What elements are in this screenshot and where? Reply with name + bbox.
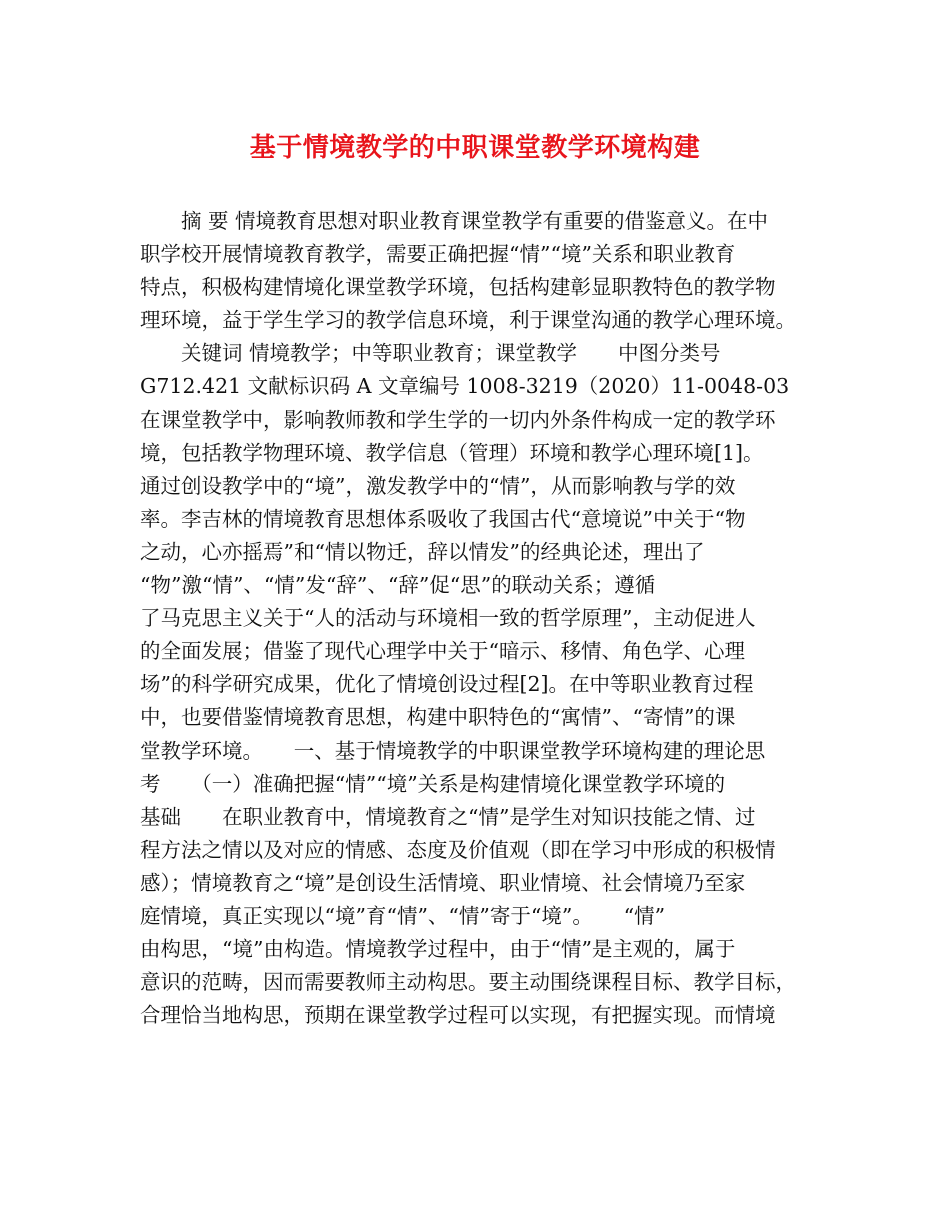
body-line: “物”激“情”、“情”发“辞”、“辞”促“思”的联动关系；遵循 <box>140 573 656 598</box>
body-line: 之动，心亦摇焉”和“情以物迁，辞以情发”的经典论述，理出了 <box>140 539 705 564</box>
body-line: 境，包括教学物理环境、教学信息（管理）环境和教学心理环境[1]。 <box>140 440 764 465</box>
body-line: 意识的范畴，因而需要教师主动构思。要主动围绕课程目标、教学目标， <box>140 970 796 995</box>
document-title: 基于情境教学的中职课堂教学环境构建 <box>249 133 701 163</box>
body-line: 的全面发展；借鉴了现代心理学中关于“暗示、移情、角色学、心理 <box>140 639 745 664</box>
body-line: 考 （一）准确把握“情”“境”关系是构建情境化课堂教学环境的 <box>140 771 726 796</box>
body-line: 场”的科学研究成果，优化了情境创设过程[2]。在中等职业教育过程 <box>140 672 754 697</box>
body-line: 基础 在职业教育中，情境教育之“情”是学生对知识技能之情、过 <box>140 804 756 829</box>
body-line: 程方法之情以及对应的情感、态度及价值观（即在学习中形成的积极情 <box>140 837 776 862</box>
body-line: 中，也要借鉴情境教育思想，构建中职特色的“寓情”、“寄情”的课 <box>140 705 736 730</box>
body-line: 关键词 情境教学；中等职业教育；课堂教学 中图分类号 <box>140 341 721 366</box>
body-line: 感）；情境教育之“境”是创设生活情境、职业情境、社会情境乃至家 <box>140 870 746 895</box>
body-line: 合理恰当地构思，预期在课堂教学过程可以实现，有把握实现。而情境 <box>140 1003 776 1028</box>
body-line: 在课堂教学中，影响教师教和学生学的一切内外条件构成一定的教学环 <box>140 407 776 432</box>
body-line: 通过创设教学中的“境”，激发教学中的“情”，从而影响教与学的效 <box>140 473 736 498</box>
body-line: 理环境，益于学生学习的教学信息环境，利于课堂沟通的教学心理环境。 <box>140 308 796 333</box>
body-line: 了马克思主义关于“人的活动与环境相一致的哲学原理”，主动促进人 <box>140 606 756 631</box>
body-line: 摘 要 情境教育思想对职业教育课堂教学有重要的借鉴意义。在中 <box>140 209 769 233</box>
body-line: 由构思，“境”由构造。情境教学过程中，由于“情”是主观的，属于 <box>140 937 736 962</box>
document-body <box>140 205 815 1032</box>
body-line: 率。李吉林的情境教育思想体系吸收了我国古代“意境说”中关于“物 <box>140 506 746 531</box>
body-line: 特点，积极构建情境化课堂教学环境，包括构建彰显职教特色的教学物 <box>140 275 776 300</box>
body-line: 堂教学环境。 一、基于情境教学的中职课堂教学环境构建的理论思 <box>140 738 766 763</box>
body-line: 职学校开展情境教育教学，需要正确把握“情”“境”关系和职业教育 <box>140 242 736 267</box>
body-line: 庭情境，真正实现以“境”育“情”、“情”寄于“境”。 “情” <box>140 903 666 928</box>
body-line: G712.421 文献标识码 A 文章编号 1008-3219（2020）11-0048-03 <box>140 374 790 399</box>
